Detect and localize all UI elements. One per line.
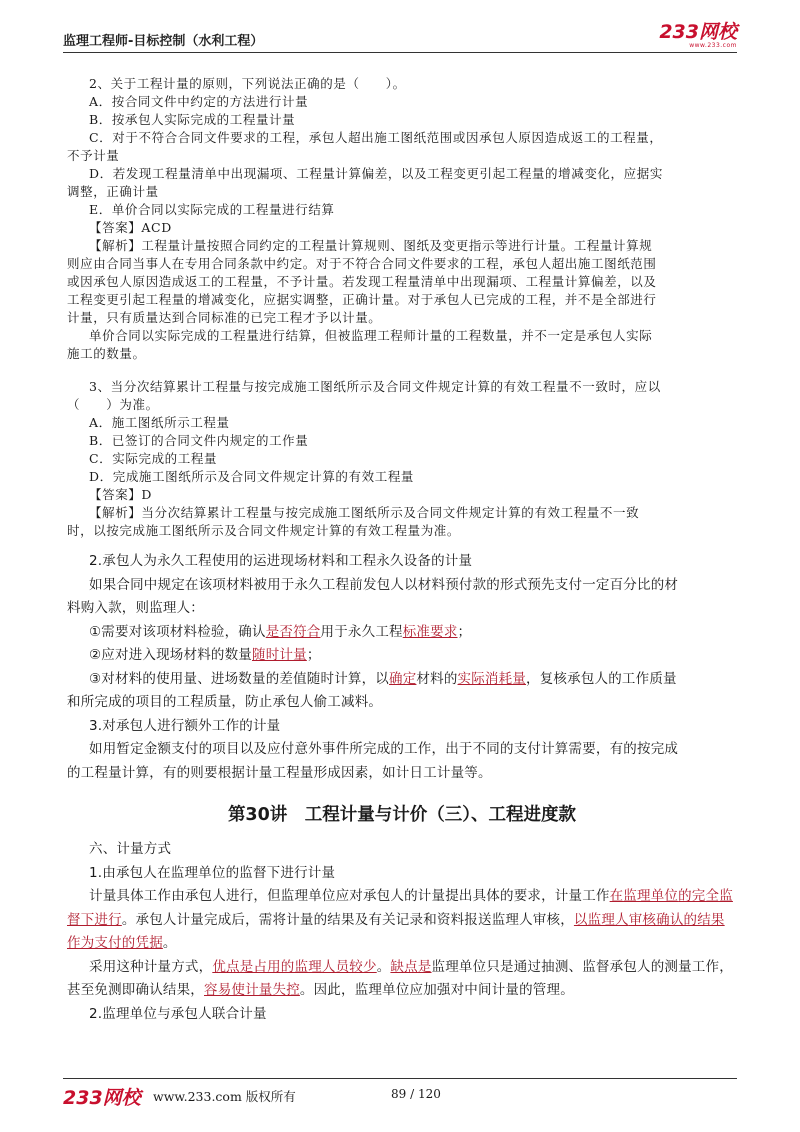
list-item: ②应对进入现场材料的数量随时计量；	[89, 647, 321, 663]
explanation-line: 时，以按完成施工图纸所示及合同文件规定计算的有效工程量为准。	[67, 523, 461, 538]
paragraph: 采用这种计量方式，优点是占用的监理人员较少。缺点是监理单位只是通过抽测、监督承包人的测量工作，甚至免测即确认结果，容易使计量失控。因此，监理单位应加强对中间计量的管理。	[67, 958, 733, 998]
question-stem-cont: （ ）为准。	[67, 397, 159, 412]
option-d: D．完成施工图纸所示及合同文件规定计算的有效工程量	[89, 469, 415, 484]
key-phrase: 确定	[389, 670, 417, 687]
key-phrase: 审核确认的结果作为支付的凭据	[67, 911, 725, 951]
question-stem: 3、当分次结算累计工程量与按完成施工图纸所示及合同文件规定计算的有效工程量不一致时，应以	[89, 379, 661, 394]
section-heading: 3.对承包人进行额外工作的计量	[89, 717, 281, 734]
question-stem: 2、关于工程计量的原则，下列说法正确的是（ ）。	[89, 76, 406, 91]
key-phrase: 容易使计量失控	[204, 982, 300, 998]
key-phrase: 标准要求	[402, 623, 458, 640]
header-title: 监理工程师-目标控制（水利工程）	[63, 34, 264, 49]
list-item-cont: 和所完成的项目的工程质量，防止承包人偷工减料。	[67, 694, 383, 710]
option-d: D．若发现工程量清单中出现漏项、工程量计算偏差，以及工程变更引起工程量的增减变化，应据实	[89, 166, 663, 181]
explanation-line: 计量，只有质量达到合同标准的已完工程才予以计量。	[67, 310, 382, 325]
section-extra-work	[67, 715, 737, 786]
brand-logo	[659, 22, 737, 49]
question-2	[67, 75, 737, 363]
page-footer	[63, 1078, 737, 1109]
page-content	[67, 75, 737, 1026]
option-b: B．已签订的合同文件内规定的工作量	[89, 433, 309, 448]
paragraph: 计量具体工作由承包人进行，但监理单位应对承包人的计量提出具体的要求，计量工作在监理单位的完全监督下进行。承包人计量完成后，需将计量的结果及有关记录和资料报送监理人审核，以监理人审核确认的结果作为支付的凭据。	[67, 888, 733, 951]
page-header	[63, 22, 737, 53]
explanation-line: 工程变更引起工程量的增减变化，应据实调整，正确计量。对于承包人已完成的工程，并不是全部进行	[67, 292, 657, 307]
list-item: ③对材料的使用量、进场数量的差值随时计算，以确定材料的实际消耗量，复核承包人的工作质量	[89, 670, 677, 687]
option-a: A．按合同文件中约定的方法进行计量	[89, 94, 309, 109]
explanation-line: 单价合同以实际完成的工程量进行结算，但被监理工程师计量的工程数量，并不一定是承包人实际	[89, 328, 653, 343]
option-c-cont: 不予计量	[67, 148, 120, 163]
section-material-measurement	[67, 550, 737, 715]
question-3	[67, 378, 737, 540]
section-measurement-methods	[67, 838, 737, 1026]
answer: 【答案】D	[89, 487, 153, 502]
paragraph-cont: 料购入款，则监理人：	[67, 600, 204, 616]
option-b: B．按承包人实际完成的工程量计量	[89, 112, 296, 127]
key-phrase: 的完全监督下进行	[67, 888, 733, 928]
section-heading: 2.承包人为永久工程使用的运进现场材料和工程永久设备的计量	[89, 553, 473, 569]
option-e: E．单价合同以实际完成的工程量进行结算	[89, 202, 335, 217]
explanation-line: 施工的数量。	[67, 346, 146, 361]
option-a: A．施工图纸所示工程量	[89, 415, 230, 430]
subsection-heading: 1.由承包人在监理单位的监督下进行计量	[89, 864, 336, 881]
key-phrase: 是否符合	[265, 623, 321, 640]
explanation-line: 或因承包人原因造成返工的工程量，不予计量。若发现工程量清单中出现漏项、工程量计算偏差，以及	[67, 274, 657, 289]
key-phrase: 在监理单位	[609, 888, 679, 904]
option-d-cont: 调整，正确计量	[67, 184, 159, 199]
option-c: C．实际完成的工程量	[89, 451, 218, 466]
explanation-line: 则应由合同当事人在专用合同条款中约定。对于不符合合同文件要求的工程，承包人超出施工图纸范围	[67, 256, 657, 271]
paragraph: 如用暂定金额支付的项目以及应付意外事件所完成的工作，出于不同的支付计算需要，有的按完成	[89, 741, 679, 757]
list-item: ①需要对该项材料检验，确认是否符合用于永久工程标准要求；	[89, 623, 472, 640]
key-phrase: 优点是占用的监理人员较少	[212, 958, 377, 975]
explanation: 【解析】当分次结算累计工程量与按完成施工图纸所示及合同文件规定计算的有效工程量不一致	[89, 505, 640, 520]
brand-logo-url: www.233.com	[689, 42, 737, 49]
paragraph: 如果合同中规定在该项材料被用于永久工程前发包人以材料预付款的形式预先支付一定百分比的材	[89, 576, 679, 593]
page-number: 89 / 120	[391, 1087, 441, 1101]
section-heading: 六、计量方式	[89, 841, 172, 857]
key-phrase: 随时计量	[252, 647, 307, 663]
brand-logo-text: 233网校	[659, 21, 737, 43]
footer-logo: 233网校	[63, 1087, 141, 1109]
key-phrase: 缺点是	[390, 958, 432, 975]
subsection-heading: 2.监理单位与承包人联合计量	[89, 1005, 267, 1022]
option-c: C．对于不符合合同文件要求的工程，承包人超出施工图纸范围或因承包人原因造成返工的工程量，	[89, 130, 663, 145]
footer-copyright: www.233.com 版权所有	[153, 1089, 296, 1104]
paragraph-cont: 的工程量计算，有的则要根据计量工程量形成因素，如计日工计量等。	[67, 764, 492, 781]
lecture-title: 第30讲 工程计量与计价（三）、工程进度款	[227, 805, 577, 825]
key-phrase: 以监理人	[573, 911, 629, 928]
key-phrase: 实际消耗量	[457, 670, 527, 687]
answer: 【答案】ACD	[89, 220, 172, 235]
explanation: 【解析】工程量计量按照合同约定的工程量计算规则、图纸及变更指示等进行计量。工程量计算规	[89, 238, 653, 253]
